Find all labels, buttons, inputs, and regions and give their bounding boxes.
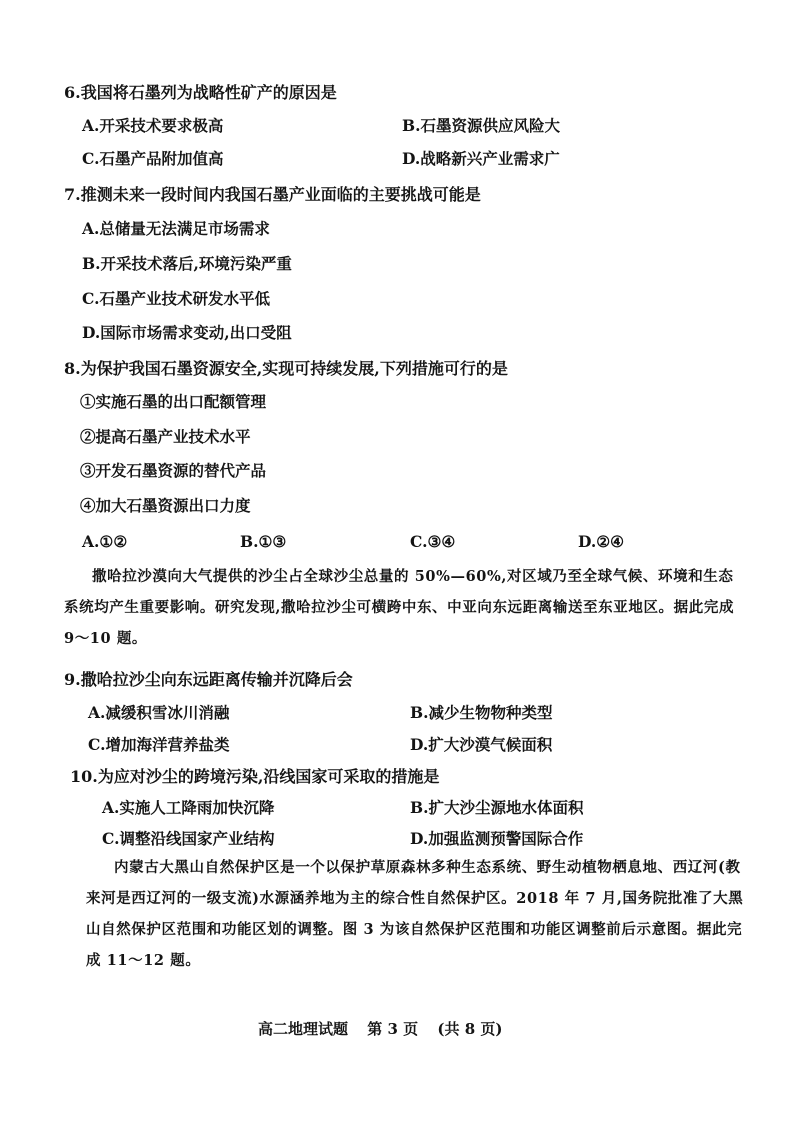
q8-option-d: D.②④: [578, 532, 625, 551]
q7-option-b: B.开采技术落后,环境污染严重: [82, 254, 292, 273]
passage-daheishan-reserve: 内蒙古大黑山自然保护区是一个以保护草原森林多种生态系统、野生动植物栖息地、西辽河(教来河是西辽河的一级支流)水源涵养地为主的综合性自然保护区。2018 年 7 月,国务院批准了大黑山自然保护区范围和功能区划的调整。图 3 为该自然保护区范围和功能区调整前后示意图。据此完成 11～12 题。: [86, 859, 744, 969]
q8-item-1: ①实施石墨的出口配额管理: [80, 392, 267, 411]
q6-option-b: B.石墨资源供应风险大: [402, 116, 560, 135]
q9-option-d: D.扩大沙漠气候面积: [410, 735, 553, 754]
q8-stem: 8.为保护我国石墨资源安全,实现可持续发展,下列措施可行的是: [64, 359, 508, 378]
q7-option-a: A.总储量无法满足市场需求: [82, 219, 270, 238]
q8-item-2: ②提高石墨产业技术水平: [80, 427, 251, 446]
q6-option-a: A.开采技术要求极高: [82, 116, 224, 135]
q10-option-a: A.实施人工降雨加快沉降: [102, 798, 275, 817]
page-footer: [258, 1018, 516, 1039]
q8-option-c: C.③④: [410, 532, 456, 551]
q10-option-c: C.调整沿线国家产业结构: [102, 829, 275, 848]
footer-page-number: 第 3 页: [367, 1020, 419, 1038]
q8-item-3: ③开发石墨资源的替代产品: [80, 461, 267, 480]
q9-option-a: A.减缓积雪冰川消融: [88, 703, 230, 722]
q8-item-4: ④加大石墨资源出口力度: [80, 496, 251, 515]
q6-option-d: D.战略新兴产业需求广: [402, 149, 560, 168]
footer-subject: 高二地理试题: [258, 1020, 349, 1038]
q7-option-c: C.石墨产业技术研发水平低: [82, 289, 270, 308]
q7-stem: 7.推测未来一段时间内我国石墨产业面临的主要挑战可能是: [64, 185, 481, 204]
q6-option-c: C.石墨产品附加值高: [82, 149, 224, 168]
q8-option-a: A.①②: [82, 532, 128, 551]
q9-option-b: B.减少生物物种类型: [410, 703, 553, 722]
q10-option-d: D.加强监测预警国际合作: [410, 829, 584, 848]
q9-option-c: C.增加海洋营养盐类: [88, 735, 230, 754]
q10-stem: 10.为应对沙尘的跨境污染,沿线国家可采取的措施是: [70, 767, 440, 786]
passage-sahara-dust: 撒哈拉沙漠向大气提供的沙尘占全球沙尘总量的 50%—60%,对区域乃至全球气候、环境和生态系统均产生重要影响。研究发现,撒哈拉沙尘可横跨中东、中亚向东远距离输送至东亚地区。据此完成 9～10 题。: [64, 568, 735, 647]
q8-option-b: B.①③: [240, 532, 287, 551]
q7-option-d: D.国际市场需求变动,出口受阻: [82, 323, 292, 342]
q10-option-b: B.扩大沙尘源地水体面积: [410, 798, 584, 817]
q9-stem: 9.撒哈拉沙尘向东远距离传输并沉降后会: [64, 670, 353, 689]
q6-stem: 6.我国将石墨列为战略性矿产的原因是: [64, 83, 337, 102]
footer-total-pages: (共 8 页): [437, 1020, 503, 1038]
